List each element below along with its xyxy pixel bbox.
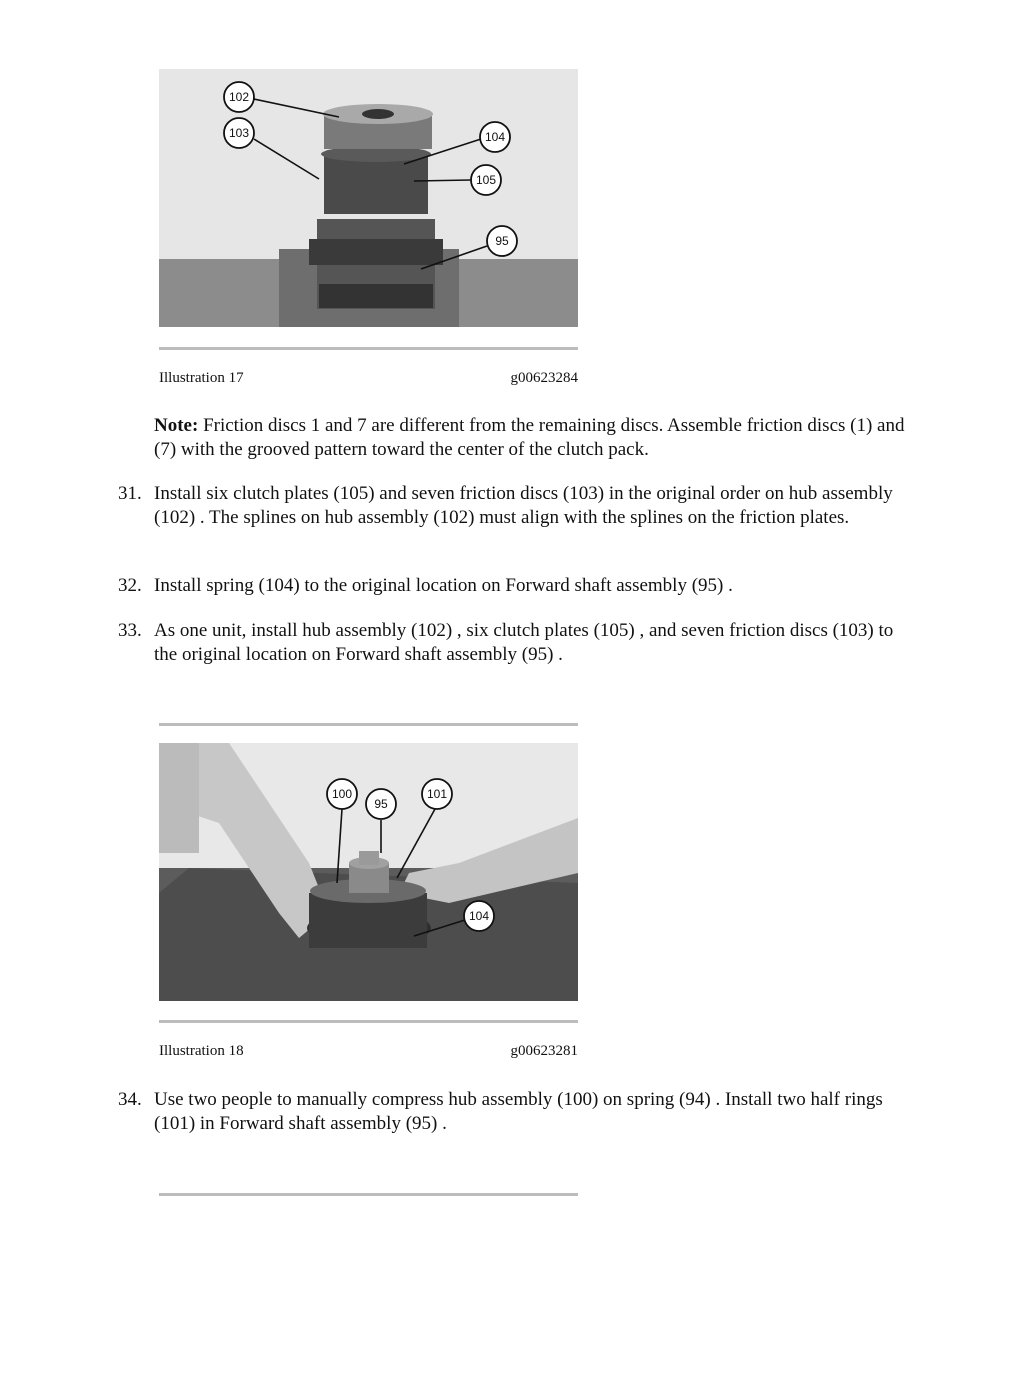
caption-label: Illustration 17 — [159, 370, 244, 386]
note-label: Note: — [154, 415, 199, 436]
step-number: 33. — [118, 620, 142, 641]
callout-95: 95 — [374, 797, 388, 811]
caption-id: g00623281 — [510, 1043, 578, 1059]
illustration-18-rule — [159, 1020, 578, 1023]
illustration-18-top-rule — [159, 723, 578, 726]
step-text: Install spring (104) to the original location on Forward shaft assembly (95) . — [154, 575, 733, 596]
next-illustration-rule — [159, 1193, 578, 1196]
callout-95: 95 — [495, 234, 509, 248]
caption-id: g00623284 — [510, 370, 578, 386]
note-paragraph — [154, 414, 914, 462]
step-number: 32. — [118, 575, 142, 596]
step-number: 31. — [118, 483, 142, 504]
note-text: Friction discs 1 and 7 are different from the remaining discs. Assemble friction discs (1) and (7) with the grooved pattern toward the center of the clutch pack. — [154, 415, 905, 460]
step-text: Use two people to manually compress hub assembly (100) on spring (94) . Install two half rings (101) in Forward shaft assembly (95) . — [154, 1089, 883, 1134]
step-text: Install six clutch plates (105) and seven friction discs (103) in the original order on hub assembly (102) . The splines on hub assembly (102) must align with the splines on the friction plates. — [154, 483, 893, 528]
illustration-17-rule — [159, 347, 578, 350]
callout-104: 104 — [468, 909, 490, 923]
illustration-18-callouts — [159, 743, 578, 1001]
callout-105: 105 — [475, 173, 497, 187]
callout-100: 100 — [331, 787, 353, 801]
illustration-17-callouts — [159, 69, 578, 327]
callout-102: 102 — [228, 90, 250, 104]
callout-101: 101 — [426, 787, 448, 801]
step-text: As one unit, install hub assembly (102) , six clutch plates (105) , and seven friction discs (103) to the original location on Forward shaft assembly (95) . — [154, 620, 894, 665]
callout-104: 104 — [484, 130, 506, 144]
callout-103: 103 — [228, 126, 250, 140]
step-number: 34. — [118, 1089, 142, 1110]
caption-label: Illustration 18 — [159, 1043, 244, 1059]
